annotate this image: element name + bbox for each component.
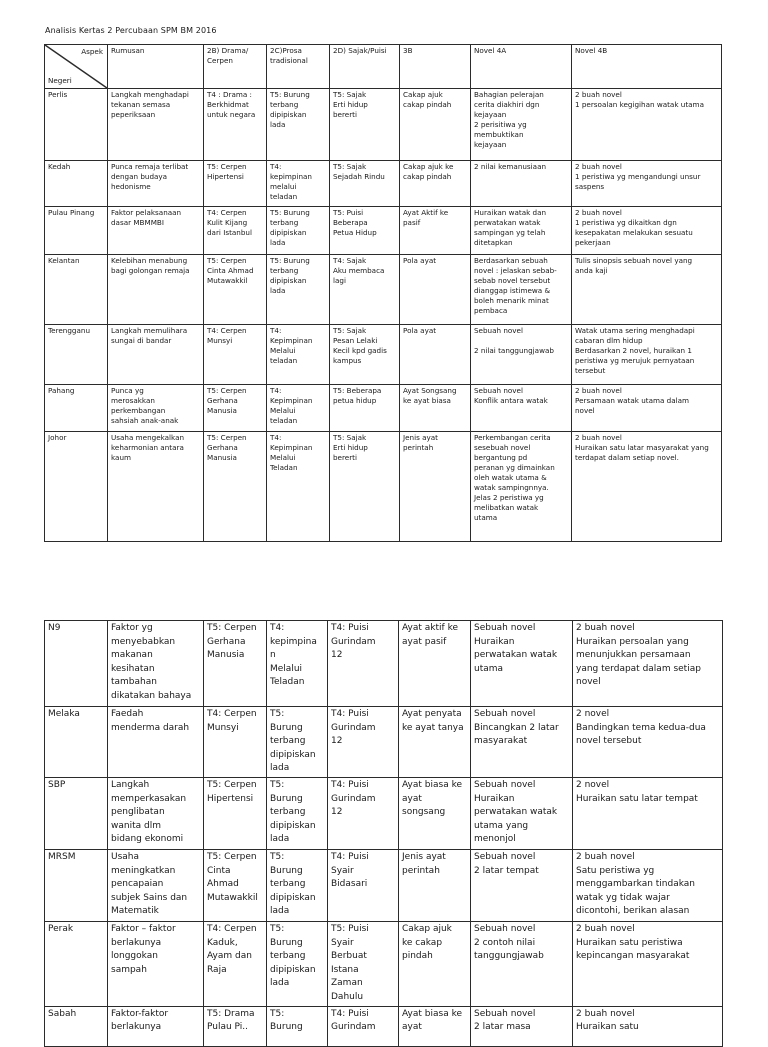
3b-cell: Cakap ajuk ke cakap pindah — [400, 161, 471, 207]
column-header-3b: 3B — [400, 45, 471, 89]
negeri-label: Negeri — [48, 76, 72, 85]
rumusan-cell: Kelebihan menabung bagi golongan remaja — [108, 255, 204, 325]
table-row — [45, 325, 722, 385]
drama-cerpen-cell: T5: Cerpen Gerhana Manusia — [204, 621, 267, 707]
novel-4b-cell: 2 buah novel 1 peristiwa yg dikaitkan dgn kesepakatan melakukan sesuatu pekerjaan — [572, 207, 722, 255]
table-row — [45, 921, 723, 1006]
novel-4a-cell: Sebuah novel Huraikan perwatakan watak utama yang menonjol — [471, 777, 573, 849]
novel-4b-cell: 2 novel Huraikan satu latar tempat — [573, 777, 723, 849]
drama-cerpen-cell: T4 : Drama : Berkhidmat untuk negara — [204, 89, 267, 161]
analysis-table-2 — [44, 620, 723, 1047]
drama-cerpen-cell: T4: Cerpen Munsyi — [204, 325, 267, 385]
prosa-cell: T5: Burung terbang dipipiskan lada — [267, 921, 328, 1006]
novel-4b-cell: 2 buah novel Huraikan satu latar masyarakat yang terdapat dalam setiap novel. — [572, 432, 722, 542]
novel-4b-cell: 2 buah novel Persamaan watak utama dalam novel — [572, 385, 722, 432]
drama-cerpen-cell: T5: Drama Pulau Pi.. — [204, 1006, 267, 1046]
drama-cerpen-cell: T4: Cerpen Kaduk, Ayam dan Raja — [204, 921, 267, 1006]
state-cell: Kelantan — [45, 255, 108, 325]
prosa-cell: T5: Burung terbang dipipiskan lada — [267, 89, 330, 161]
drama-cerpen-cell: T5: Cerpen Cinta Ahmad Mutawakkil — [204, 255, 267, 325]
drama-cerpen-cell: T5: Cerpen Gerhana Manusia — [204, 432, 267, 542]
state-cell: Pahang — [45, 385, 108, 432]
analysis-table-1 — [44, 44, 722, 542]
prosa-cell: T5: Burung terbang dipipiskan lada — [267, 207, 330, 255]
novel-4a-cell: 2 nilai kemanusiaan — [471, 161, 572, 207]
table-row — [45, 255, 722, 325]
novel-4a-cell: Huraikan watak dan perwatakan watak sampingan yg telah ditetapkan — [471, 207, 572, 255]
rumusan-cell: Usaha meningkatkan pencapaian subjek Sains dan Matematik — [108, 849, 204, 921]
drama-cerpen-cell: T4: Cerpen Munsyi — [204, 707, 267, 778]
column-header-sajak-puisi: 2D) Sajak/Puisi — [330, 45, 400, 89]
table-row — [45, 207, 722, 255]
3b-cell: Ayat biasa ke ayat songsang — [399, 777, 471, 849]
novel-4b-cell: 2 buah novel 1 peristiwa yg mengandungi unsur saspens — [572, 161, 722, 207]
prosa-cell: T5: Burung terbang dipipiskan lada — [267, 777, 328, 849]
novel-4a-cell: Sebuah novel 2 nilai tanggungjawab — [471, 325, 572, 385]
novel-4a-cell: Sebuah novel 2 latar masa — [471, 1006, 573, 1046]
sajak-puisi-cell: T5: Beberapa petua hidup — [330, 385, 400, 432]
novel-4a-cell: Perkembangan cerita sesebuah novel bergantung pd peranan yg dimainkan oleh watak utama & watak sampingnnya. Jelas 2 peristiwa yg melibatkan watak utama — [471, 432, 572, 542]
column-header-prosa-tradisional: 2C)Prosa tradisional — [267, 45, 330, 89]
state-cell: Terengganu — [45, 325, 108, 385]
drama-cerpen-cell: T5: Cerpen Hipertensi — [204, 777, 267, 849]
column-header-novel-4b: Novel 4B — [572, 45, 722, 89]
novel-4a-cell: Sebuah novel Bincangkan 2 latar masyarakat — [471, 707, 573, 778]
aspek-label: Aspek — [81, 47, 103, 56]
3b-cell: Cakap ajuk ke cakap pindah — [399, 921, 471, 1006]
table-row — [45, 621, 723, 707]
3b-cell: Ayat aktif ke ayat pasif — [399, 621, 471, 707]
rumusan-cell: Faktor-faktor berlakunya — [108, 1006, 204, 1046]
novel-4a-cell: Sebuah novel Konflik antara watak — [471, 385, 572, 432]
aspek-negeri-header-cell — [45, 45, 108, 89]
3b-cell: Jenis ayat perintah — [400, 432, 471, 542]
rumusan-cell: Punca yg merosakkan perkembangan sahsiah anak-anak — [108, 385, 204, 432]
prosa-cell: T4: Kepimpinan Melalui teladan — [267, 325, 330, 385]
sajak-puisi-cell: T4: Puisi Gurindam — [328, 1006, 399, 1046]
rumusan-cell: Punca remaja terlibat dengan budaya hedonisme — [108, 161, 204, 207]
sajak-puisi-cell: T5: Sajak Erti hidup bererti — [330, 89, 400, 161]
rumusan-cell: Faktor yg menyebabkan makanan kesihatan tambahan dikatakan bahaya — [108, 621, 204, 707]
3b-cell: Cakap ajuk cakap pindah — [400, 89, 471, 161]
drama-cerpen-cell: T5: Cerpen Hipertensi — [204, 161, 267, 207]
column-header-novel-4a: Novel 4A — [471, 45, 572, 89]
table-row — [45, 849, 723, 921]
sajak-puisi-cell: T4: Puisi Gurindam 12 — [328, 707, 399, 778]
novel-4b-cell: 2 buah novel Huraikan satu peristiwa kepincangan masyarakat — [573, 921, 723, 1006]
3b-cell: Ayat Aktif ke pasif — [400, 207, 471, 255]
state-cell: Pulau Pinang — [45, 207, 108, 255]
rumusan-cell: Faedah menderma darah — [108, 707, 204, 778]
novel-4a-cell: Sebuah novel 2 latar tempat — [471, 849, 573, 921]
novel-4b-cell: 2 buah novel Huraikan satu — [573, 1006, 723, 1046]
novel-4a-cell: Sebuah novel 2 contoh nilai tanggungjawab — [471, 921, 573, 1006]
table-header-row — [45, 45, 722, 89]
state-cell: Sabah — [45, 1006, 108, 1046]
sajak-puisi-cell: T5: Puisi Syair Berbuat Istana Zaman Dahulu — [328, 921, 399, 1006]
sajak-puisi-cell: T4: Puisi Gurindam 12 — [328, 621, 399, 707]
sajak-puisi-cell: T5: Puisi Beberapa Petua Hidup — [330, 207, 400, 255]
table-row — [45, 161, 722, 207]
state-cell: SBP — [45, 777, 108, 849]
sajak-puisi-cell: T5: Sajak Pesan Lelaki Kecil kpd gadis kampus — [330, 325, 400, 385]
novel-4b-cell: Watak utama sering menghadapi cabaran dlm hidup Berdasarkan 2 novel, huraikan 1 peristiwa yg merujuk pernyataan tersebut — [572, 325, 722, 385]
state-cell: Melaka — [45, 707, 108, 778]
state-cell: Kedah — [45, 161, 108, 207]
rumusan-cell: Langkah memperkasakan penglibatan wanita dlm bidang ekonomi — [108, 777, 204, 849]
novel-4a-cell: Berdasarkan sebuah novel : jelaskan sebab- sebab novel tersebut dianggap istimewa & boleh menarik minat pembaca — [471, 255, 572, 325]
novel-4b-cell: 2 buah novel Huraikan persoalan yang menunjukkan persamaan yang terdapat dalam setiap novel — [573, 621, 723, 707]
prosa-cell: T5: Burung — [267, 1006, 328, 1046]
document-title: Analisis Kertas 2 Percubaan SPM BM 2016 — [45, 26, 217, 35]
sajak-puisi-cell: T5: Sajak Erti hidup bererti — [330, 432, 400, 542]
state-cell: Perlis — [45, 89, 108, 161]
sajak-puisi-cell: T4: Puisi Gurindam 12 — [328, 777, 399, 849]
table-row — [45, 432, 722, 542]
column-header-rumusan: Rumusan — [108, 45, 204, 89]
prosa-cell: T4: kepimpina n Melalui Teladan — [267, 621, 328, 707]
3b-cell: Ayat Songsang ke ayat biasa — [400, 385, 471, 432]
prosa-cell: T5: Burung terbang dipipiskan lada — [267, 255, 330, 325]
state-cell: MRSM — [45, 849, 108, 921]
sajak-puisi-cell: T5: Sajak Sejadah Rindu — [330, 161, 400, 207]
3b-cell: Ayat penyata ke ayat tanya — [399, 707, 471, 778]
prosa-cell: T5: Burung terbang dipipiskan lada — [267, 849, 328, 921]
rumusan-cell: Langkah memulihara sungai di bandar — [108, 325, 204, 385]
sajak-puisi-cell: T4: Sajak Aku membaca lagi — [330, 255, 400, 325]
3b-cell: Jenis ayat perintah — [399, 849, 471, 921]
prosa-cell: T5: Burung terbang dipipiskan lada — [267, 707, 328, 778]
prosa-cell: T4: Kepimpinan Melalui teladan — [267, 385, 330, 432]
state-cell: Perak — [45, 921, 108, 1006]
table-row — [45, 385, 722, 432]
3b-cell: Pola ayat — [400, 325, 471, 385]
drama-cerpen-cell: T5: Cerpen Gerhana Manusia — [204, 385, 267, 432]
novel-4b-cell: Tulis sinopsis sebuah novel yang anda kaji — [572, 255, 722, 325]
rumusan-cell: Langkah menghadapi tekanan semasa peperiksaan — [108, 89, 204, 161]
table-row — [45, 707, 723, 778]
novel-4a-cell: Sebuah novel Huraikan perwatakan watak utama — [471, 621, 573, 707]
prosa-cell: T4: Kepimpinan Melalui Teladan — [267, 432, 330, 542]
table-row — [45, 1006, 723, 1046]
state-cell: Johor — [45, 432, 108, 542]
novel-4b-cell: 2 buah novel 1 persoalan kegigihan watak utama — [572, 89, 722, 161]
state-cell: N9 — [45, 621, 108, 707]
prosa-cell: T4: kepimpinan melalui teladan — [267, 161, 330, 207]
rumusan-cell: Usaha mengekalkan keharmonian antara kaum — [108, 432, 204, 542]
rumusan-cell: Faktor pelaksanaan dasar MBMMBI — [108, 207, 204, 255]
3b-cell: Pola ayat — [400, 255, 471, 325]
drama-cerpen-cell: T4: Cerpen Kulit Kijang dari Istanbul — [204, 207, 267, 255]
table-row — [45, 777, 723, 849]
novel-4b-cell: 2 buah novel Satu peristiwa yg menggambarkan tindakan watak yg tidak wajar dicontohi, berikan alasan — [573, 849, 723, 921]
table-row — [45, 89, 722, 161]
novel-4b-cell: 2 novel Bandingkan tema kedua-dua novel tersebut — [573, 707, 723, 778]
sajak-puisi-cell: T4: Puisi Syair Bidasari — [328, 849, 399, 921]
3b-cell: Ayat biasa ke ayat — [399, 1006, 471, 1046]
column-header-drama-cerpen: 2B) Drama/ Cerpen — [204, 45, 267, 89]
rumusan-cell: Faktor – faktor berlakunya longgokan sampah — [108, 921, 204, 1006]
novel-4a-cell: Bahagian pelerajan cerita diakhiri dgn kejayaan 2 perisitiwa yg membuktikan kejayaan — [471, 89, 572, 161]
drama-cerpen-cell: T5: Cerpen Cinta Ahmad Mutawakkil — [204, 849, 267, 921]
